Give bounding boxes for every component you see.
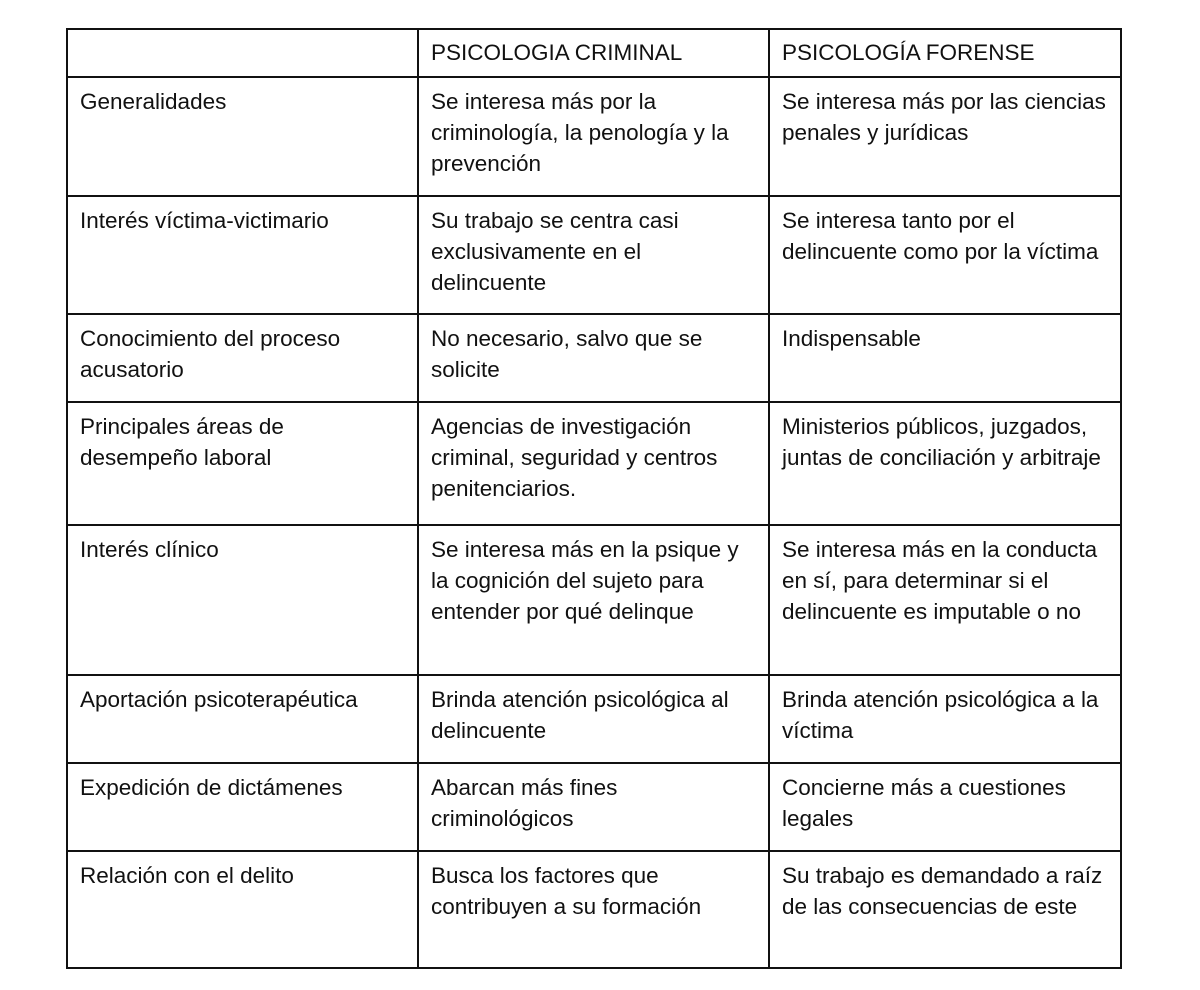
header-psicologia-forense: PSICOLOGÍA FORENSE <box>769 29 1121 77</box>
header-psicologia-criminal: PSICOLOGIA CRIMINAL <box>418 29 769 77</box>
row-label: Principales áreas de desempeño laboral <box>67 402 418 525</box>
forense-cell: Indispensable <box>769 314 1121 402</box>
forense-cell: Brinda atención psicológica a la víctima <box>769 675 1121 763</box>
row-label: Relación con el delito <box>67 851 418 968</box>
row-label: Generalidades <box>67 77 418 196</box>
table-row <box>67 402 1121 525</box>
header-empty-cell <box>67 29 418 77</box>
forense-cell: Se interesa más en la conducta en sí, para determinar si el delincuente es imputable o no <box>769 525 1121 675</box>
criminal-cell: Busca los factores que contribuyen a su formación <box>418 851 769 968</box>
table-row <box>67 675 1121 763</box>
table-row <box>67 763 1121 851</box>
criminal-cell: Brinda atención psicológica al delincuente <box>418 675 769 763</box>
forense-cell: Ministerios públicos, juzgados, juntas de conciliación y arbitraje <box>769 402 1121 525</box>
criminal-cell: Su trabajo se centra casi exclusivamente en el delincuente <box>418 196 769 314</box>
forense-cell: Su trabajo es demandado a raíz de las consecuencias de este <box>769 851 1121 968</box>
table-row <box>67 314 1121 402</box>
table-row <box>67 525 1121 675</box>
criminal-cell: Se interesa más por la criminología, la penología y la prevención <box>418 77 769 196</box>
table-row <box>67 77 1121 196</box>
criminal-cell: Agencias de investigación criminal, seguridad y centros penitenciarios. <box>418 402 769 525</box>
row-label: Interés víctima-victimario <box>67 196 418 314</box>
forense-cell: Concierne más a cuestiones legales <box>769 763 1121 851</box>
table-row <box>67 851 1121 968</box>
table-row <box>67 196 1121 314</box>
row-label: Expedición de dictámenes <box>67 763 418 851</box>
row-label: Interés clínico <box>67 525 418 675</box>
forense-cell: Se interesa más por las ciencias penales y jurídicas <box>769 77 1121 196</box>
comparison-table <box>66 28 1122 969</box>
row-label: Conocimiento del proceso acusatorio <box>67 314 418 402</box>
criminal-cell: Se interesa más en la psique y la cognición del sujeto para entender por qué delinque <box>418 525 769 675</box>
row-label: Aportación psicoterapéutica <box>67 675 418 763</box>
criminal-cell: No necesario, salvo que se solicite <box>418 314 769 402</box>
criminal-cell: Abarcan más fines criminológicos <box>418 763 769 851</box>
header-row <box>67 29 1121 77</box>
forense-cell: Se interesa tanto por el delincuente como por la víctima <box>769 196 1121 314</box>
